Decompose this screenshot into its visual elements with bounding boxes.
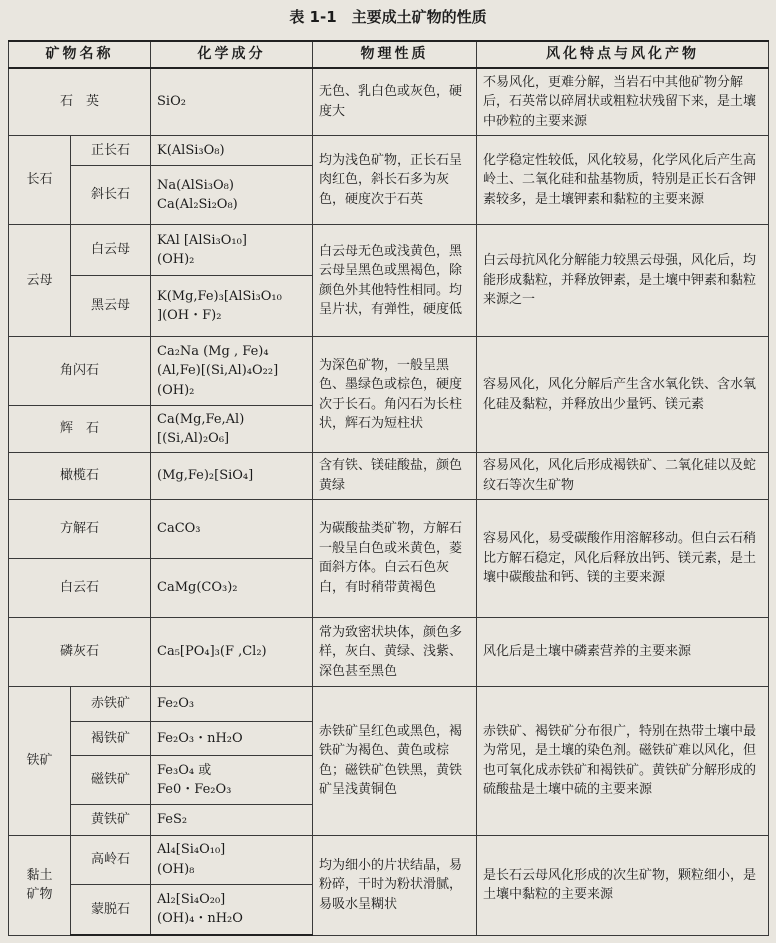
table-row: [9, 135, 769, 166]
mineral-name: 磁铁矿: [71, 756, 151, 805]
header-phys: 物理性质: [313, 41, 477, 68]
mineral-name: 白云石: [9, 558, 151, 617]
weathering: 化学稳定性较低，风化较易，化学风化后产生高岭土、二氧化硅和盐基物质，特别是正长石含钾素较多，是土壤钾素和黏粒的主要来源: [477, 135, 769, 225]
group-name: 云母: [9, 225, 71, 337]
chem-formula: Al₂[Si₄O₂₀] (OH)₄・nH₂O: [151, 884, 313, 935]
table-row: [9, 68, 769, 135]
table-row: [9, 225, 769, 276]
weathering: 容易风化，易受碳酸作用溶解移动。但白云石稍比方解石稳定，风化后释放出钙、镁元素，是土壤中碳酸盐和钙、镁的主要来源: [477, 499, 769, 617]
mineral-name: 蒙脱石: [71, 884, 151, 935]
weathering: 白云母抗风化分解能力较黑云母强，风化后，均能形成黏粒，并释放钾素，是土壤中钾素和黏粒来源之一: [477, 225, 769, 337]
mineral-name: 黑云母: [71, 276, 151, 337]
phys-props: 无色、乳白色或灰色，硬度大: [313, 68, 477, 135]
chem-formula: KAl [AlSi₃O₁₀] (OH)₂: [151, 225, 313, 276]
mineral-name: 橄榄石: [9, 453, 151, 500]
weathering: 风化后是土壤中磷素营养的主要来源: [477, 617, 769, 686]
table-caption: 表 1-1 主要成土矿物的性质: [289, 8, 487, 26]
mineral-name: 磷灰石: [9, 617, 151, 686]
chem-formula: (Mg,Fe)₂[SiO₄]: [151, 453, 313, 500]
chem-formula: Fe₂O₃: [151, 687, 313, 722]
mineral-name: 白云母: [71, 225, 151, 276]
header-chem: 化学成分: [151, 41, 313, 68]
chem-formula: Ca₅[PO₄]₃(F ,Cl₂): [151, 617, 313, 686]
phys-props: 均为浅色矿物，正长石呈肉红色，斜长石多为灰色，硬度次于石英: [313, 135, 477, 225]
header-row: [9, 41, 769, 68]
chem-formula: CaCO₃: [151, 499, 313, 558]
chem-formula: Al₄[Si₄O₁₀] (OH)₈: [151, 835, 313, 884]
chem-formula: Ca₂Na (Mg , Fe)₄ (Al,Fe)[(Si,Al)₄O₂₂] (OH)₂: [151, 337, 313, 406]
mineral-name: 方解石: [9, 499, 151, 558]
group-name: 黏土 矿物: [9, 835, 71, 935]
weathering: 容易风化，风化分解后产生含水氧化铁、含水氧化硅及黏粒，并释放出少量钙、镁元素: [477, 337, 769, 453]
table-row: [9, 453, 769, 500]
chem-formula: Na(AlSi₃O₈) Ca(Al₂Si₂O₈): [151, 166, 313, 225]
mineral-name: 石 英: [9, 68, 151, 135]
phys-props: 均为细小的片状结晶，易粉碎，干时为粉状滑腻，易吸水呈糊状: [313, 835, 477, 935]
header-weather: 风化特点与风化产物: [477, 41, 769, 68]
mineral-name: 辉 石: [9, 406, 151, 453]
table-row: [9, 337, 769, 406]
minerals-table: [8, 40, 769, 936]
weathering: 不易风化，更难分解，当岩石中其他矿物分解后，石英常以碎屑状或粗粒状残留下来，是土壤中砂粒的主要来源: [477, 68, 769, 135]
mineral-name: 正长石: [71, 135, 151, 166]
mineral-name: 高岭石: [71, 835, 151, 884]
group-name: 长石: [9, 135, 71, 225]
phys-props: 常为致密状块体，颜色多样，灰白、黄绿、浅紫、深色甚至黑色: [313, 617, 477, 686]
table-row: [9, 687, 769, 722]
chem-formula: K(Mg,Fe)₃[AlSi₃O₁₀ ](OH・F)₂: [151, 276, 313, 337]
chem-formula: Fe₃O₄ 或 Fe0・Fe₂O₃: [151, 756, 313, 805]
table-row: [9, 835, 769, 884]
phys-props: 赤铁矿呈红色或黑色，褐铁矿为褐色、黄色或棕色；磁铁矿色铁黑，黄铁矿呈浅黄铜色: [313, 687, 477, 836]
table-row: [9, 499, 769, 558]
chem-formula: CaMg(CO₃)₂: [151, 558, 313, 617]
mineral-name: 黄铁矿: [71, 805, 151, 836]
phys-props: 白云母无色或浅黄色，黑云母呈黑色或黑褐色，除颜色外其他特性相同。均呈片状，有弹性，硬度低: [313, 225, 477, 337]
mineral-name: 角闪石: [9, 337, 151, 406]
weathering: 赤铁矿、褐铁矿分布很广，特别在热带土壤中最为常见，是土壤的染色剂。磁铁矿难以风化，但也可氧化成赤铁矿和褐铁矿。黄铁矿分解形成的硫酸盐是土壤中硫的主要来源: [477, 687, 769, 836]
phys-props: 为碳酸盐类矿物，方解石一般呈白色或米黄色，菱面斜方体。白云石色灰白，有时稍带黄褐色: [313, 499, 477, 617]
chem-formula: SiO₂: [151, 68, 313, 135]
chem-formula: Fe₂O₃・nH₂O: [151, 721, 313, 756]
group-name: 铁矿: [9, 687, 71, 836]
chem-formula: K(AlSi₃O₈): [151, 135, 313, 166]
weathering: 是长石云母风化形成的次生矿物，颗粒细小，是土壤中黏粒的主要来源: [477, 835, 769, 935]
phys-props: 为深色矿物，一般呈黑色、墨绿色或棕色，硬度次于长石。角闪石为长柱状，辉石为短柱状: [313, 337, 477, 453]
chem-formula: FeS₂: [151, 805, 313, 836]
weathering: 容易风化，风化后形成褐铁矿、二氧化硅以及蛇纹石等次生矿物: [477, 453, 769, 500]
mineral-name: 赤铁矿: [71, 687, 151, 722]
phys-props: 含有铁、镁硅酸盐，颜色黄绿: [313, 453, 477, 500]
chem-formula: Ca(Mg,Fe,Al) [(Si,Al)₂O₆]: [151, 406, 313, 453]
header-name: 矿物名称: [9, 41, 151, 68]
mineral-name: 褐铁矿: [71, 721, 151, 756]
table-row: [9, 617, 769, 686]
mineral-name: 斜长石: [71, 166, 151, 225]
